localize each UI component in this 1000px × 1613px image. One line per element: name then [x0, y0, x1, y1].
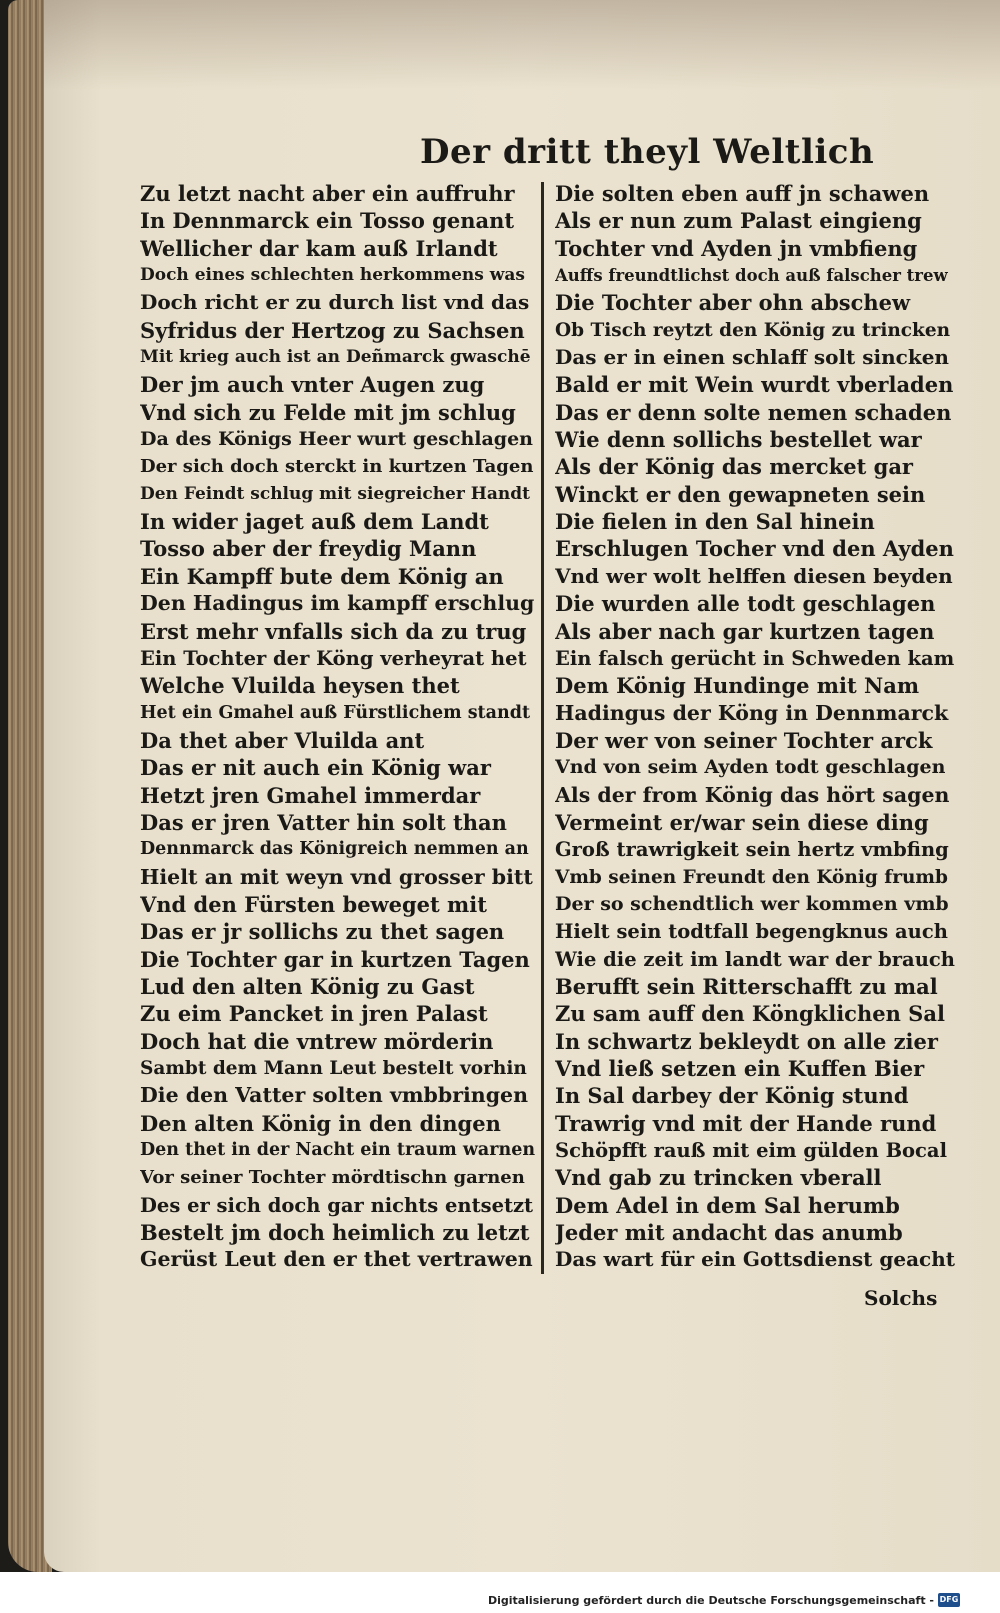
verse-line: Die solten eben auff jn schawen — [555, 181, 930, 206]
verse-line: Als aber nach gar kurtzen tagen — [555, 618, 935, 644]
verse-line: Vor seiner Tochter mördtischn garnen — [140, 1167, 525, 1189]
verse-line: Die fielen in den Sal hinein — [555, 509, 875, 535]
verse-line: Die Tochter gar in kurtzen Tagen — [140, 946, 530, 972]
verse-line: Berufft sein Ritterschafft zu mal — [555, 973, 938, 999]
verse-line: Der sich doch sterckt in kurtzen Tagen — [140, 456, 534, 478]
footer-bar — [0, 1572, 1000, 1613]
left-text-column — [140, 180, 535, 1274]
verse-line: Ein Kampff bute dem König an — [140, 563, 504, 589]
verse-line: Het ein Gmahel auß Fürstlichem standt — [140, 702, 531, 723]
verse-line: Hetzt jren Gmahel immerdar — [140, 782, 481, 808]
verse-line: Sambt dem Mann Leut bestelt vorhin — [140, 1058, 527, 1079]
verse-line: Groß trawrigkeit sein hertz vmbfing — [555, 838, 949, 862]
verse-line: In schwartz bekleydt on alle zier — [555, 1028, 938, 1054]
verse-line: Zu sam auff den Köngklichen Sal — [555, 1001, 945, 1027]
verse-line: Den Hadingus im kampff erschlug — [140, 591, 535, 616]
verse-line: Welche Vluilda heysen thet — [140, 673, 460, 699]
verse-line: Auffs freundtlichst doch auß falscher trew — [555, 266, 948, 286]
verse-line: Dem Adel in dem Sal herumb — [555, 1192, 900, 1218]
verse-line: Den thet in der Nacht ein traum warnen — [140, 1140, 535, 1161]
verse-line: Schöpfft rauß mit eim gülden Bocal — [555, 1139, 947, 1163]
verse-line: Winckt er den gewapneten sein — [555, 481, 926, 507]
page-title: Der dritt theyl Weltlich — [420, 132, 875, 172]
verse-line: Als er nun zum Palast eingieng — [555, 208, 922, 234]
verse-line: Da des Königs Heer wurt geschlagen — [140, 428, 533, 451]
verse-line: Als der König das mercket gar — [555, 454, 913, 480]
verse-line: Wie denn sollichs bestellet war — [555, 427, 922, 453]
verse-line: Vnd wer wolt helffen diesen beyden — [555, 563, 953, 588]
verse-line: Dem König Hundinge mit Nam — [555, 673, 920, 699]
verse-line: Vnd ließ setzen ein Kuffen Bier — [555, 1056, 925, 1081]
verse-line: Der jm auch vnter Augen zug — [140, 372, 485, 398]
verse-line: Zu eim Pancket in jren Palast — [140, 1001, 488, 1027]
verse-line: Wellicher dar kam auß Irlandt — [140, 235, 498, 261]
verse-line: Erschlugen Tocher vnd den Ayden — [555, 536, 954, 562]
verse-line: Der wer von seiner Tochter arck — [555, 727, 933, 753]
page-shadow — [44, 0, 1000, 90]
column-divider — [541, 182, 544, 1274]
verse-line: Vermeint er/war sein diese ding — [555, 809, 929, 835]
verse-line: Das er in einen schlaff solt sincken — [555, 345, 949, 370]
verse-line: Des er sich doch gar nichts entsetzt — [140, 1193, 534, 1217]
verse-line: Ein Tochter der Köng verheyrat het — [140, 646, 527, 670]
verse-line: In Sal darbey der König stund — [555, 1083, 909, 1109]
verse-line: Doch hat die vntrew mörderin — [140, 1028, 494, 1054]
verse-line: Die den Vatter solten vmbbringen — [140, 1083, 528, 1108]
verse-line: Vnd den Fürsten beweget mit — [140, 891, 487, 917]
verse-line: Als der from König das hört sagen — [555, 782, 950, 807]
verse-line: Das er jren Vatter hin solt than — [140, 809, 507, 835]
verse-line: Gerüst Leut den er thet vertrawen — [140, 1247, 533, 1272]
verse-line: Ob Tisch reytzt den König zu trincken — [555, 319, 951, 341]
verse-line: Das wart für ein Gottsdienst geacht — [555, 1247, 955, 1272]
verse-line: Den Feindt schlug mit siegreicher Handt — [140, 483, 530, 504]
verse-line: Vnd von seim Ayden todt geschlagen — [555, 756, 946, 779]
verse-line: Vnd sich zu Felde mit jm schlug — [140, 399, 516, 425]
verse-line: In Dennmarck ein Tosso genant — [140, 208, 515, 234]
verse-line: Mit krieg auch ist an Deñmarck gwaschē — [140, 347, 531, 368]
verse-line: Zu letzt nacht aber ein auffruhr — [140, 181, 515, 206]
verse-line: Tochter vnd Ayden jn vmbfieng — [555, 235, 918, 261]
verse-line: Die wurden alle todt geschlagen — [555, 591, 936, 617]
verse-line: Bald er mit Wein wurdt vberladen — [555, 372, 954, 398]
verse-line: Vmb seinen Freundt den König frumb — [555, 866, 948, 888]
verse-line: Hielt sein todtfall begengknus auch — [555, 920, 948, 944]
verse-line: Syfridus der Hertzog zu Sachsen — [140, 317, 525, 343]
verse-line: Hielt an mit weyn vnd grosser bitt — [140, 864, 533, 889]
catchword: Solchs — [864, 1286, 938, 1310]
verse-line: Dennmarck das Königreich nemmen an — [140, 839, 529, 860]
verse-line: Die Tochter aber ohn abschew — [555, 290, 911, 316]
verse-line: Hadingus der Köng in Dennmarck — [555, 700, 949, 725]
right-text-column — [555, 180, 955, 1274]
verse-line: Der so schendtlich wer kommen vmb — [555, 892, 949, 915]
verse-line: Das er denn solte nemen schaden — [555, 399, 952, 425]
verse-line: Wie die zeit im landt war der brauch — [555, 947, 955, 971]
verse-line: Tosso aber der freydig Mann — [140, 536, 477, 562]
digitization-credit: Digitalisierung gefördert durch die Deutsche Forschungsgemeinschaft - — [487, 1594, 934, 1607]
verse-line: Doch richt er zu durch list vnd das — [140, 290, 530, 315]
verse-line: Bestelt jm doch heimlich zu letzt — [140, 1220, 530, 1246]
verse-line: Das er nit auch ein König war — [140, 755, 491, 781]
verse-line: Das er jr sollichs zu thet sagen — [140, 919, 505, 945]
verse-line: Jeder mit andacht das anumb — [555, 1220, 903, 1246]
verse-line: Erst mehr vnfalls sich da zu trug — [140, 618, 527, 644]
verse-line: Den alten König in den dingen — [140, 1110, 501, 1136]
verse-line: Da thet aber Vluilda ant — [140, 727, 425, 753]
dfg-logo: DFG — [938, 1593, 960, 1607]
verse-line: Doch eines schlechten herkommens was — [140, 265, 525, 286]
verse-line: Lud den alten König zu Gast — [140, 973, 475, 999]
verse-line: Vnd gab zu trincken vberall — [555, 1165, 882, 1191]
verse-line: Trawrig vnd mit der Hande rund — [555, 1110, 937, 1136]
verse-line: Ein falsch gerücht in Schweden kam — [555, 646, 955, 670]
verse-line: In wider jaget auß dem Landt — [140, 509, 489, 535]
